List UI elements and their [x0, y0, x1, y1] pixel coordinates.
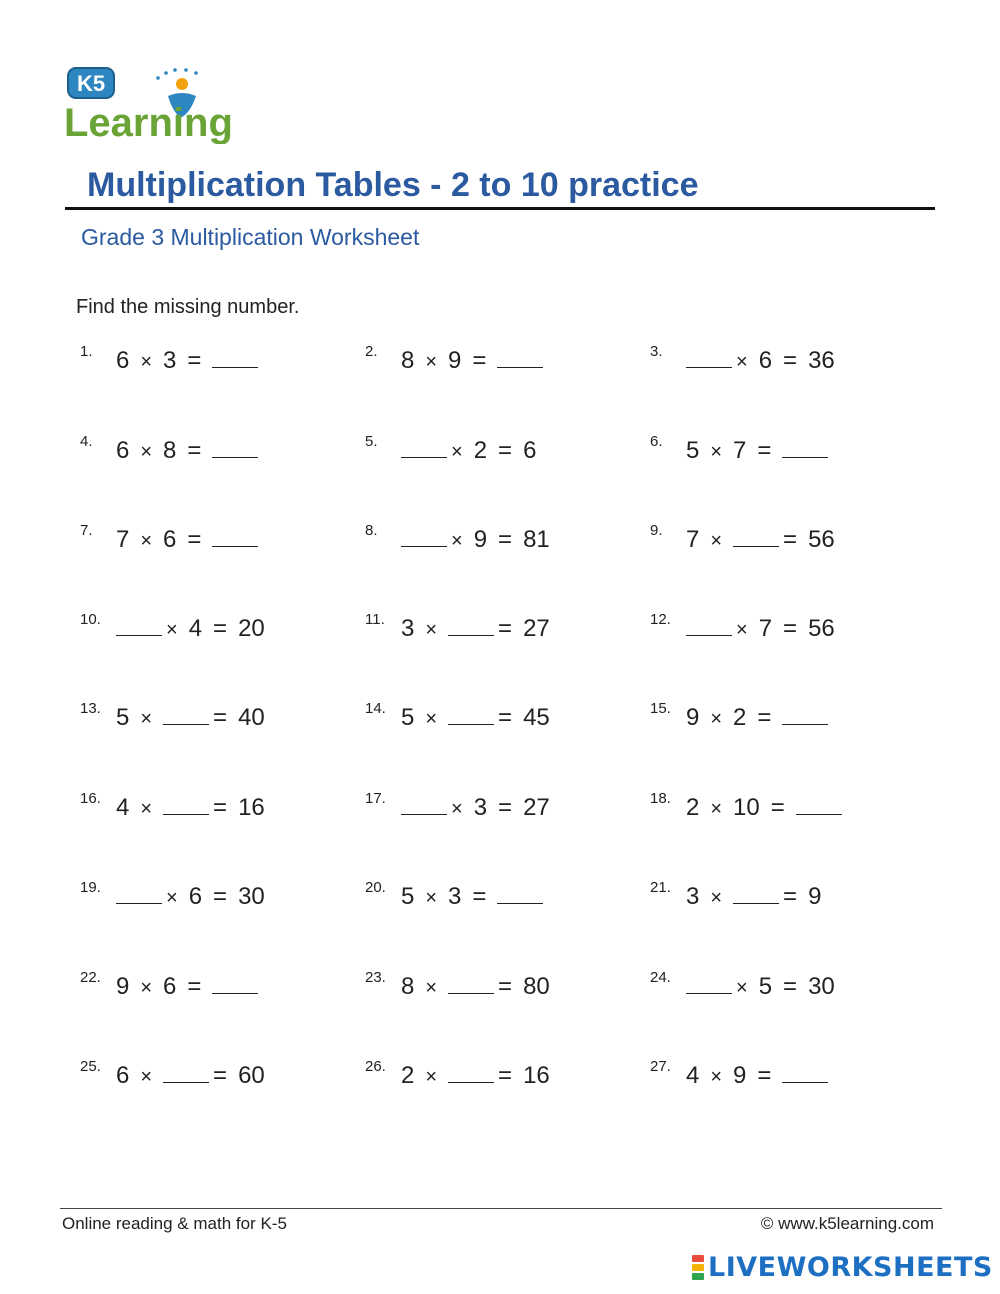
operand: 81: [523, 526, 550, 553]
problem-number: 2.: [365, 343, 378, 360]
operand: 9: [448, 347, 462, 374]
answer-blank[interactable]: [116, 611, 162, 636]
equation: [116, 1058, 276, 1090]
times-sign: ×: [140, 1066, 153, 1088]
operand: 8: [401, 973, 415, 1000]
equals-sign: =: [498, 704, 513, 731]
equation: [116, 433, 262, 465]
operand: 20: [238, 615, 265, 642]
problem-number: 8.: [365, 522, 378, 539]
equation: [686, 522, 846, 554]
problem-number: 6.: [650, 433, 663, 450]
times-sign: ×: [166, 619, 178, 641]
answer-blank[interactable]: [796, 790, 842, 815]
answer-blank[interactable]: [497, 879, 543, 904]
problem-number: 27.: [650, 1058, 671, 1075]
answer-blank[interactable]: [116, 879, 162, 904]
problem-number: 25.: [80, 1058, 101, 1075]
problem-number: 10.: [80, 611, 101, 628]
operand: 3: [473, 794, 488, 821]
operand: 2: [401, 1062, 415, 1089]
operand: 3: [163, 347, 177, 374]
operand: 27: [523, 794, 550, 821]
equals-sign: =: [498, 794, 513, 821]
times-sign: ×: [425, 887, 438, 909]
problem-number: 3.: [650, 343, 663, 360]
operand: 16: [523, 1062, 550, 1089]
answer-blank[interactable]: [163, 790, 209, 815]
equation: [116, 611, 276, 643]
equation: [686, 433, 832, 465]
times-sign: ×: [140, 977, 153, 999]
answer-blank[interactable]: [733, 522, 779, 547]
operand: 3: [448, 883, 462, 910]
equation: [686, 700, 832, 732]
equals-sign: =: [770, 794, 785, 821]
svg-text:Learning: Learning: [64, 101, 233, 144]
answer-blank[interactable]: [448, 611, 494, 636]
equals-sign: =: [187, 437, 202, 464]
equation: [116, 700, 276, 732]
operand: 30: [808, 973, 835, 1000]
equation: [401, 790, 561, 822]
answer-blank[interactable]: [448, 1058, 494, 1083]
operand: 56: [808, 615, 835, 642]
answer-blank[interactable]: [212, 343, 258, 368]
answer-blank[interactable]: [448, 700, 494, 725]
equation: [401, 969, 561, 1001]
equation: [401, 879, 547, 911]
equals-sign: =: [498, 973, 513, 1000]
answer-blank[interactable]: [686, 969, 732, 994]
equals-sign: =: [498, 1062, 513, 1089]
times-sign: ×: [451, 798, 463, 820]
equals-sign: =: [498, 526, 513, 553]
equation: [116, 522, 262, 554]
times-sign: ×: [710, 708, 723, 730]
answer-blank[interactable]: [163, 1058, 209, 1083]
operand: 60: [238, 1062, 265, 1089]
problem-number: 24.: [650, 969, 671, 986]
problem-number: 13.: [80, 700, 101, 717]
times-sign: ×: [710, 887, 723, 909]
times-sign: ×: [425, 619, 438, 641]
answer-blank[interactable]: [448, 969, 494, 994]
operand: 4: [188, 615, 203, 642]
answer-blank[interactable]: [733, 879, 779, 904]
operand: 27: [523, 615, 550, 642]
times-sign: ×: [140, 798, 153, 820]
equation: [401, 1058, 561, 1090]
problem-number: 18.: [650, 790, 671, 807]
problem-number: 19.: [80, 879, 101, 896]
equals-sign: =: [498, 615, 513, 642]
equals-sign: =: [783, 615, 798, 642]
equation: [116, 790, 276, 822]
worksheet-title: Multiplication Tables - 2 to 10 practice: [87, 166, 699, 204]
equals-sign: =: [213, 794, 228, 821]
times-sign: ×: [736, 619, 748, 641]
problem-number: 14.: [365, 700, 386, 717]
problem-number: 9.: [650, 522, 663, 539]
operand: 6: [116, 437, 130, 464]
operand: 4: [686, 1062, 700, 1089]
equals-sign: =: [213, 883, 228, 910]
equals-sign: =: [472, 883, 487, 910]
problem-number: 16.: [80, 790, 101, 807]
problem-number: 17.: [365, 790, 386, 807]
worksheet-subtitle: Grade 3 Multiplication Worksheet: [81, 224, 420, 250]
problem-number: 22.: [80, 969, 101, 986]
equals-sign: =: [757, 437, 772, 464]
answer-blank[interactable]: [782, 433, 828, 458]
answer-blank[interactable]: [212, 433, 258, 458]
operand: 6: [188, 883, 203, 910]
problem-number: 15.: [650, 700, 671, 717]
equals-sign: =: [213, 615, 228, 642]
equation: [401, 343, 547, 375]
equation: [686, 611, 846, 643]
equals-sign: =: [783, 526, 798, 553]
problem-number: 5.: [365, 433, 378, 450]
equation: [116, 343, 262, 375]
answer-blank[interactable]: [686, 343, 732, 368]
times-sign: ×: [425, 708, 438, 730]
equals-sign: =: [213, 1062, 228, 1089]
equation: [116, 879, 276, 911]
problem-number: 20.: [365, 879, 386, 896]
times-sign: ×: [140, 530, 153, 552]
problem-number: 7.: [80, 522, 93, 539]
operand: 7: [758, 615, 773, 642]
liveworksheets-wordmark: LIVEWORKSHEETS: [708, 1251, 993, 1283]
problem-number: 4.: [80, 433, 93, 450]
answer-blank[interactable]: [782, 700, 828, 725]
operand: 6: [116, 1062, 130, 1089]
operand: 9: [686, 704, 700, 731]
operand: 3: [686, 883, 700, 910]
footer-divider: [60, 1208, 942, 1209]
equation: [401, 522, 561, 554]
equation: [686, 969, 846, 1001]
operand: 56: [808, 526, 835, 553]
operand: 36: [808, 347, 835, 374]
times-sign: ×: [710, 798, 723, 820]
times-sign: ×: [451, 530, 463, 552]
operand: 5: [116, 704, 130, 731]
operand: 9: [116, 973, 130, 1000]
equation: [401, 700, 561, 732]
equation: [401, 433, 547, 465]
answer-blank[interactable]: [212, 969, 258, 994]
operand: 4: [116, 794, 130, 821]
equals-sign: =: [187, 347, 202, 374]
operand: 3: [401, 615, 415, 642]
times-sign: ×: [710, 1066, 723, 1088]
problem-number: 11.: [365, 611, 385, 628]
problem-number: 23.: [365, 969, 386, 986]
operand: 6: [758, 347, 773, 374]
operand: 7: [733, 437, 747, 464]
operand: 9: [808, 883, 822, 910]
answer-blank[interactable]: [163, 700, 209, 725]
problem-number: 21.: [650, 879, 671, 896]
equation: [401, 611, 561, 643]
operand: 2: [686, 794, 700, 821]
equals-sign: =: [498, 437, 513, 464]
equation: [116, 969, 262, 1001]
operand: 7: [116, 526, 130, 553]
times-sign: ×: [166, 887, 178, 909]
operand: 5: [401, 704, 415, 731]
operand: 8: [401, 347, 415, 374]
answer-blank[interactable]: [401, 433, 447, 458]
equation: [686, 343, 846, 375]
times-sign: ×: [140, 708, 153, 730]
equals-sign: =: [187, 973, 202, 1000]
answer-blank[interactable]: [401, 790, 447, 815]
equals-sign: =: [783, 347, 798, 374]
operand: 6: [116, 347, 130, 374]
operand: 2: [733, 704, 747, 731]
problem-number: 12.: [650, 611, 671, 628]
operand: 80: [523, 973, 550, 1000]
operand: 7: [686, 526, 700, 553]
instructions-text: Find the missing number.: [76, 296, 300, 318]
equation: [686, 790, 846, 822]
equals-sign: =: [757, 1062, 772, 1089]
answer-blank[interactable]: [212, 522, 258, 547]
times-sign: ×: [736, 351, 748, 373]
equals-sign: =: [472, 347, 487, 374]
operand: 6: [163, 973, 177, 1000]
operand: 45: [523, 704, 550, 731]
times-sign: ×: [736, 977, 748, 999]
liveworksheets-mark-icon: [692, 1255, 704, 1280]
times-sign: ×: [140, 351, 153, 373]
operand: 8: [163, 437, 177, 464]
operand: 6: [163, 526, 177, 553]
times-sign: ×: [425, 351, 438, 373]
operand: 10: [733, 794, 760, 821]
times-sign: ×: [710, 530, 723, 552]
answer-blank[interactable]: [401, 522, 447, 547]
svg-text:K5: K5: [76, 71, 106, 96]
operand: 40: [238, 704, 265, 731]
equation: [686, 1058, 832, 1090]
problem-number: 1.: [80, 343, 93, 360]
operand: 9: [473, 526, 488, 553]
answer-blank[interactable]: [782, 1058, 828, 1083]
footer-website[interactable]: © www.k5learning.com: [760, 1214, 934, 1233]
operand: 30: [238, 883, 265, 910]
operand: 2: [473, 437, 488, 464]
equals-sign: =: [757, 704, 772, 731]
operand: 5: [758, 973, 773, 1000]
equation: [686, 879, 832, 911]
times-sign: ×: [140, 441, 153, 463]
operand: 16: [238, 794, 265, 821]
equals-sign: =: [187, 526, 202, 553]
operand: 6: [523, 437, 537, 464]
operand: 5: [686, 437, 700, 464]
footer-tagline: Online reading & math for K-5: [62, 1214, 287, 1233]
equals-sign: =: [783, 973, 798, 1000]
answer-blank[interactable]: [497, 343, 543, 368]
liveworksheets-logo[interactable]: [692, 1250, 993, 1284]
problem-number: 26.: [365, 1058, 386, 1075]
times-sign: ×: [451, 441, 463, 463]
equals-sign: =: [783, 883, 798, 910]
answer-blank[interactable]: [686, 611, 732, 636]
operand: 5: [401, 883, 415, 910]
times-sign: ×: [710, 441, 723, 463]
times-sign: ×: [425, 1066, 438, 1088]
times-sign: ×: [425, 977, 438, 999]
equals-sign: =: [213, 704, 228, 731]
operand: 9: [733, 1062, 747, 1089]
